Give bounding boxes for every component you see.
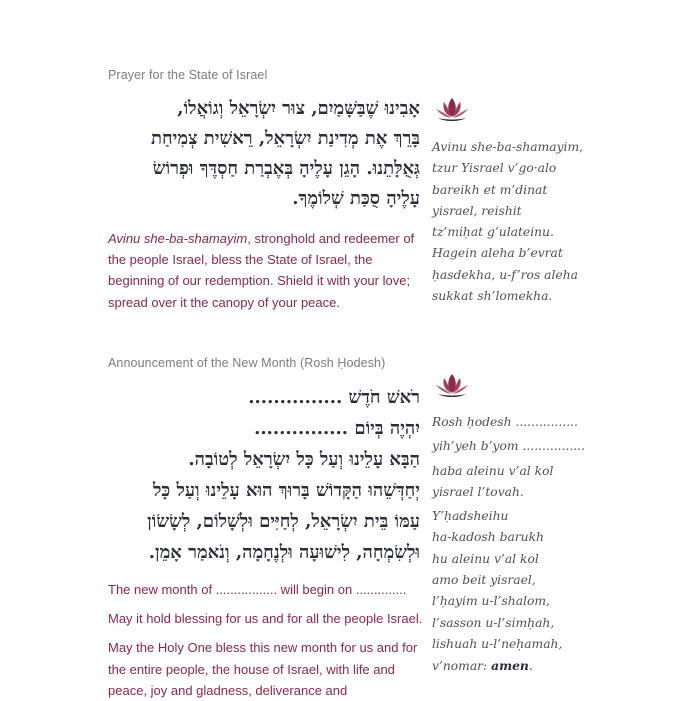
hebrew-line: יְחַדְּשֵׁהוּ הַקָּדוֹשׁ בָּרוּךְ הוּא עָלֵינוּ וְעַל כָּל xyxy=(152,480,420,501)
translit-line: ḥasdekha, u-f’ros aleha xyxy=(432,267,578,282)
hebrew-line: הַבָּא עָלֵינוּ וְעַל כָּל יִשְׂרָאֵל לְטוֹבָה. xyxy=(188,449,420,470)
english-translation-month xyxy=(108,579,428,701)
translit-line: Hagein aleha b’evrat xyxy=(432,246,563,261)
section-heading-month: Announcement of the New Month (Rosh Ḥodesh) xyxy=(108,356,386,370)
english-paragraph: May the Holy One bless this new month for us and for the entire people, the house of Israel, with life and peace, joy and gladness, deliverance and xyxy=(108,640,418,698)
hebrew-line: יִהְיֶה בְּיוֹם ............... xyxy=(254,418,420,439)
hebrew-announcement-month xyxy=(106,382,420,568)
translit-line: lishuah u-l’neḥamah, xyxy=(432,636,563,651)
translit-line: l’sasson u-l’simḥah, xyxy=(432,615,555,630)
hebrew-line: בָּרֵךְ אֶת מְדִינַת יִשְׂרָאֵל, רֵאשִׁית צְמִיחַת xyxy=(151,128,420,149)
translit-line: Avinu she-ba-shamayim, xyxy=(432,140,584,154)
translit-line: haba aleinu v’al kol xyxy=(432,463,554,478)
translit-line: yisrael l’tovah. xyxy=(432,484,524,499)
translit-line: Y’ḥadsheihu xyxy=(432,509,509,524)
english-paragraph: The new month of ................. will begin on .............. xyxy=(108,582,407,597)
english-text: , stronghold and redeemer of the people Israel, bless the State of Israel, the beginning of our redemption. Shield it with your love; spread over it the canopy of your peace. xyxy=(108,231,415,310)
lotus-icon xyxy=(432,96,472,124)
translit-line: Rosh ḥodesh ................ xyxy=(432,415,578,429)
hebrew-prayer-israel xyxy=(106,94,420,214)
hebrew-line: רֹאשׁ חֹדֶשׁ ............... xyxy=(248,387,420,408)
hebrew-line: עָלֶיהָ סֻכַּת שְׁלוֹמֶךָ. xyxy=(292,188,420,209)
english-italic-opening: Avinu she-ba-shamayim xyxy=(108,231,248,246)
english-translation-israel xyxy=(108,228,428,313)
hebrew-line: גְּאֻלָּתֵנוּ. הָגֵן עָלֶיהָ בְּאֶבְרַת חַסְדֶּךָ וּפְרוֹשׂ xyxy=(152,158,420,179)
translit-amen: amen xyxy=(491,658,529,674)
translit-line: tzur Yisrael v’go·alo xyxy=(432,161,557,176)
transliteration-israel xyxy=(432,137,602,307)
translit-suffix: . xyxy=(528,659,533,674)
translit-line: ha-kadosh barukh xyxy=(432,530,544,545)
section-heading-israel: Prayer for the State of Israel xyxy=(108,68,268,82)
translit-line: hu aleinu v’al kol xyxy=(432,551,539,566)
hebrew-line: עַמּוֹ בֵּית יִשְׂרָאֵל, לְחַיִּים וּלְשָׁלוֹם, לְשָׂשׂוֹן xyxy=(147,511,420,532)
translit-line: amo beit yisrael, xyxy=(432,573,536,588)
translit-line: tz’miḥat g’ulateinu. xyxy=(432,225,554,240)
translit-line-last xyxy=(432,655,602,677)
translit-line: yih’yeh b’yom ................ xyxy=(432,439,586,454)
translit-line: bareikh et m’dinat xyxy=(432,182,548,197)
english-paragraph: May it hold blessing for us and for all the people Israel. xyxy=(108,611,423,627)
hebrew-line: וּלְשִׂמְחָה, לִישׁוּעָה וּלְנֶחָמָה, וְנֹאמַר אָמֵן. xyxy=(148,542,420,563)
translit-line: sukkat sh’lomekha. xyxy=(432,289,553,304)
lotus-icon xyxy=(432,372,472,400)
translit-prefix: v’nomar: xyxy=(432,659,492,674)
hebrew-line: אָבִינוּ שֶׁבַּשָּׁמַיִם, צוּר יִשְׂרָאֵל וְגוֹאֲלוֹ, xyxy=(177,98,420,119)
transliteration-month xyxy=(432,412,602,678)
translit-line: l’ḥayim u-l’shalom, xyxy=(432,594,550,609)
translit-line: yisrael, reishit xyxy=(432,203,522,218)
